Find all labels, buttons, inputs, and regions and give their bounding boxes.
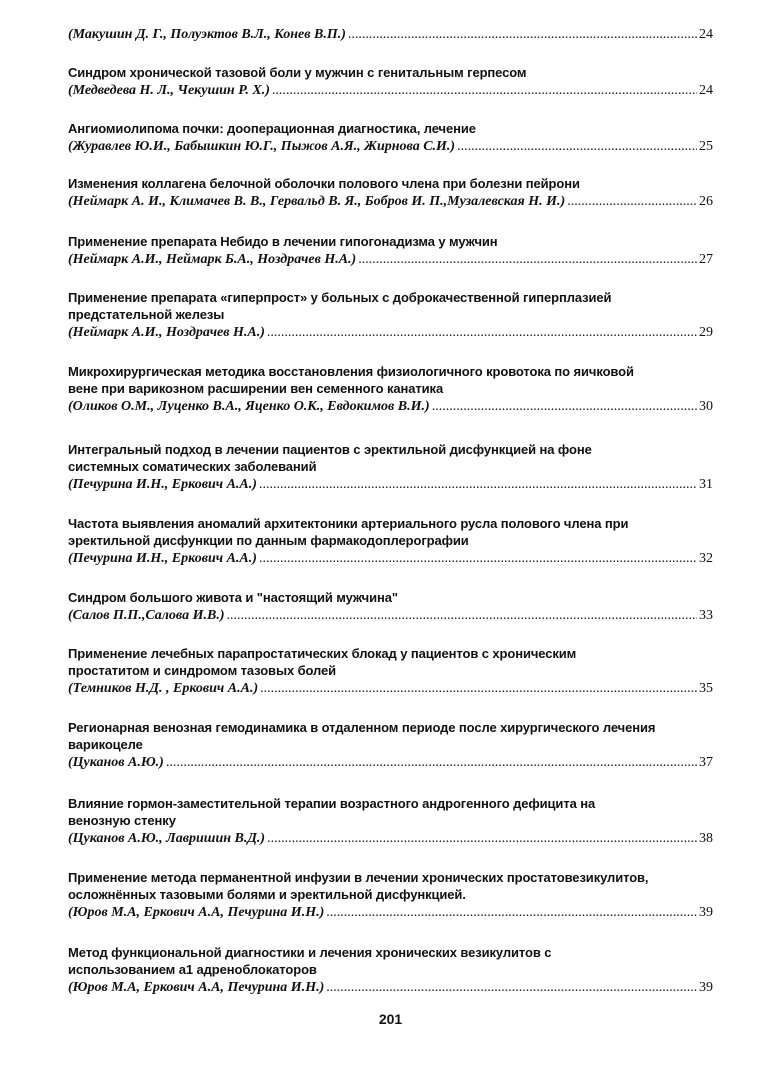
entry-title-line: Ангиомиолипома почки: дооперационная диагностика, лечение xyxy=(68,121,476,136)
entry-authors: (Юров М.А, Еркович А.А, Печурина И.Н.) xyxy=(68,980,325,995)
toc-entry xyxy=(68,289,713,342)
entry-authors-line xyxy=(68,753,713,772)
entry-authors-line xyxy=(68,679,713,698)
entry-authors-line xyxy=(68,978,713,997)
toc-entry xyxy=(68,363,713,416)
entry-authors: (Печурина И.Н., Еркович А.А.) xyxy=(68,477,257,492)
toc-entry xyxy=(68,795,713,848)
dot-leader xyxy=(326,978,697,997)
dot-leader xyxy=(267,829,697,848)
entry-page-number: 35 xyxy=(699,681,713,696)
entry-page-number: 29 xyxy=(699,325,713,340)
entry-authors-line xyxy=(68,81,713,100)
entry-title-line: Регионарная венозная гемодинамика в отдаленном периоде после хирургического лечения xyxy=(68,720,656,735)
entry-page-number: 25 xyxy=(699,139,713,154)
dot-leader xyxy=(457,137,697,156)
dot-leader xyxy=(432,397,697,416)
entry-page-number: 27 xyxy=(699,252,713,267)
toc-entry xyxy=(68,64,713,100)
toc-entry xyxy=(68,719,713,772)
entry-title-line: Влияние гормон-заместительной терапии возрастного андрогенного дефицита на xyxy=(68,796,596,811)
entry-title-line: Синдром хронической тазовой боли у мужчин с генитальным герпесом xyxy=(68,65,527,80)
entry-authors: (Медведева Н. Л., Чекушин Р. Х.) xyxy=(68,83,270,98)
entry-authors: (Журавлев Ю.И., Бабышкин Ю.Г., Пыжов А.Я., Жирнова С.И.) xyxy=(68,139,456,154)
dot-leader xyxy=(326,903,697,922)
toc-entry xyxy=(68,589,713,625)
page-number: 201 xyxy=(378,1011,403,1027)
toc-entry xyxy=(68,944,713,997)
entry-title-line: системных соматических заболеваний xyxy=(68,459,317,474)
toc-entry xyxy=(68,120,713,156)
entry-page-number: 24 xyxy=(699,27,713,42)
entry-authors: (Неймарк А.И., Неймарк Б.А., Ноздрачев Н.А.) xyxy=(68,252,357,267)
toc-entry xyxy=(68,25,713,44)
entry-page-number: 39 xyxy=(699,905,713,920)
entry-authors: (Цуканов А.Ю., Лавришин В.Д.) xyxy=(68,831,266,846)
entry-authors-line xyxy=(68,829,713,848)
dot-leader xyxy=(358,250,697,269)
entry-page-number: 31 xyxy=(699,477,713,492)
entry-title-line: предстательной железы xyxy=(68,307,225,322)
dot-leader xyxy=(259,549,697,568)
entry-title-line: осложнённых тазовыми болями и эректильной дисфункцией. xyxy=(68,887,466,902)
dot-leader xyxy=(272,81,697,100)
entry-page-number: 38 xyxy=(699,831,713,846)
dot-leader xyxy=(260,679,697,698)
entry-authors: (Цуканов А.Ю.) xyxy=(68,755,164,770)
toc-entry xyxy=(68,175,713,211)
entry-page-number: 37 xyxy=(699,755,713,770)
entry-authors-line xyxy=(68,397,713,416)
toc-entry xyxy=(68,869,713,922)
entry-title-line: Частота выявления аномалий архитектоники артериального русла полового члена при xyxy=(68,516,629,531)
entry-title-line: Применение препарата «гиперпрост» у больных с доброкачественной гиперплазией xyxy=(68,290,612,305)
entry-page-number: 30 xyxy=(699,399,713,414)
entry-authors: (Темников Н.Д. , Еркович А.А.) xyxy=(68,681,259,696)
entry-authors: (Оликов О.М., Луценко В.А., Яценко О.К., Евдокимов В.И.) xyxy=(68,399,430,414)
entry-title-line: простатитом и синдромом тазовых болей xyxy=(68,663,337,678)
dot-leader xyxy=(226,606,697,625)
entry-page-number: 39 xyxy=(699,980,713,995)
toc-entry xyxy=(68,515,713,568)
entry-title-line: эректильной дисфункции по данным фармакодоплерографии xyxy=(68,533,469,548)
entry-title-line: Микрохирургическая методика восстановления физиологичного кровотока по яичковой xyxy=(68,364,634,379)
entry-title-line: Применение препарата Небидо в лечении гипогонадизма у мужчин xyxy=(68,234,498,249)
dot-leader xyxy=(166,753,697,772)
toc-entry xyxy=(68,233,713,269)
entry-authors-line xyxy=(68,25,713,44)
entry-title-line: вене при варикозном расширении вен семенного канатика xyxy=(68,381,444,396)
entry-authors-line xyxy=(68,192,713,211)
entry-authors-line xyxy=(68,250,713,269)
entry-authors: (Неймарк А. И., Климачев В. В., Гервальд В. Я., Бобров И. П.,Музалевская Н. И.) xyxy=(68,194,566,209)
entry-authors-line xyxy=(68,549,713,568)
entry-page-number: 24 xyxy=(699,83,713,98)
toc-entry xyxy=(68,441,713,494)
entry-title-line: использованием a1 адреноблокаторов xyxy=(68,962,317,977)
entry-authors: (Неймарк А.И., Ноздрачев Н.А.) xyxy=(68,325,265,340)
entry-title-line: варикоцеле xyxy=(68,737,143,752)
entry-authors: (Юров М.А, Еркович А.А, Печурина И.Н.) xyxy=(68,905,325,920)
entry-title-line: Применение метода перманентной инфузии в лечении хронических простатовезикулитов, xyxy=(68,870,649,885)
entry-authors-line xyxy=(68,606,713,625)
entry-page-number: 26 xyxy=(699,194,713,209)
dot-leader xyxy=(567,192,697,211)
entry-page-number: 32 xyxy=(699,551,713,566)
entry-title-line: Интегральный подход в лечении пациентов с эректильной дисфункцией на фоне xyxy=(68,442,592,457)
dot-leader xyxy=(348,25,697,44)
dot-leader xyxy=(267,323,697,342)
entry-authors-line xyxy=(68,903,713,922)
entry-authors-line xyxy=(68,137,713,156)
entry-title-line: венозную стенку xyxy=(68,813,176,828)
entry-authors: (Макушин Д. Г., Полуэктов В.Л., Конев В.П.) xyxy=(68,27,346,42)
dot-leader xyxy=(259,475,697,494)
entry-page-number: 33 xyxy=(699,608,713,623)
entry-title-line: Применение лечебных парапростатических блокад у пациентов с хроническим xyxy=(68,646,577,661)
entry-authors: (Салов П.П.,Салова И.В.) xyxy=(68,608,225,623)
toc-entry xyxy=(68,645,713,698)
entry-authors: (Печурина И.Н., Еркович А.А.) xyxy=(68,551,257,566)
entry-title-line: Синдром большого живота и "настоящий мужчина" xyxy=(68,590,398,605)
entry-authors-line xyxy=(68,475,713,494)
entry-authors-line xyxy=(68,323,713,342)
entry-title-line: Изменения коллагена белочной оболочки полового члена при болезни пейрони xyxy=(68,176,580,191)
entry-title-line: Метод функциональной диагностики и лечения хронических везикулитов с xyxy=(68,945,552,960)
